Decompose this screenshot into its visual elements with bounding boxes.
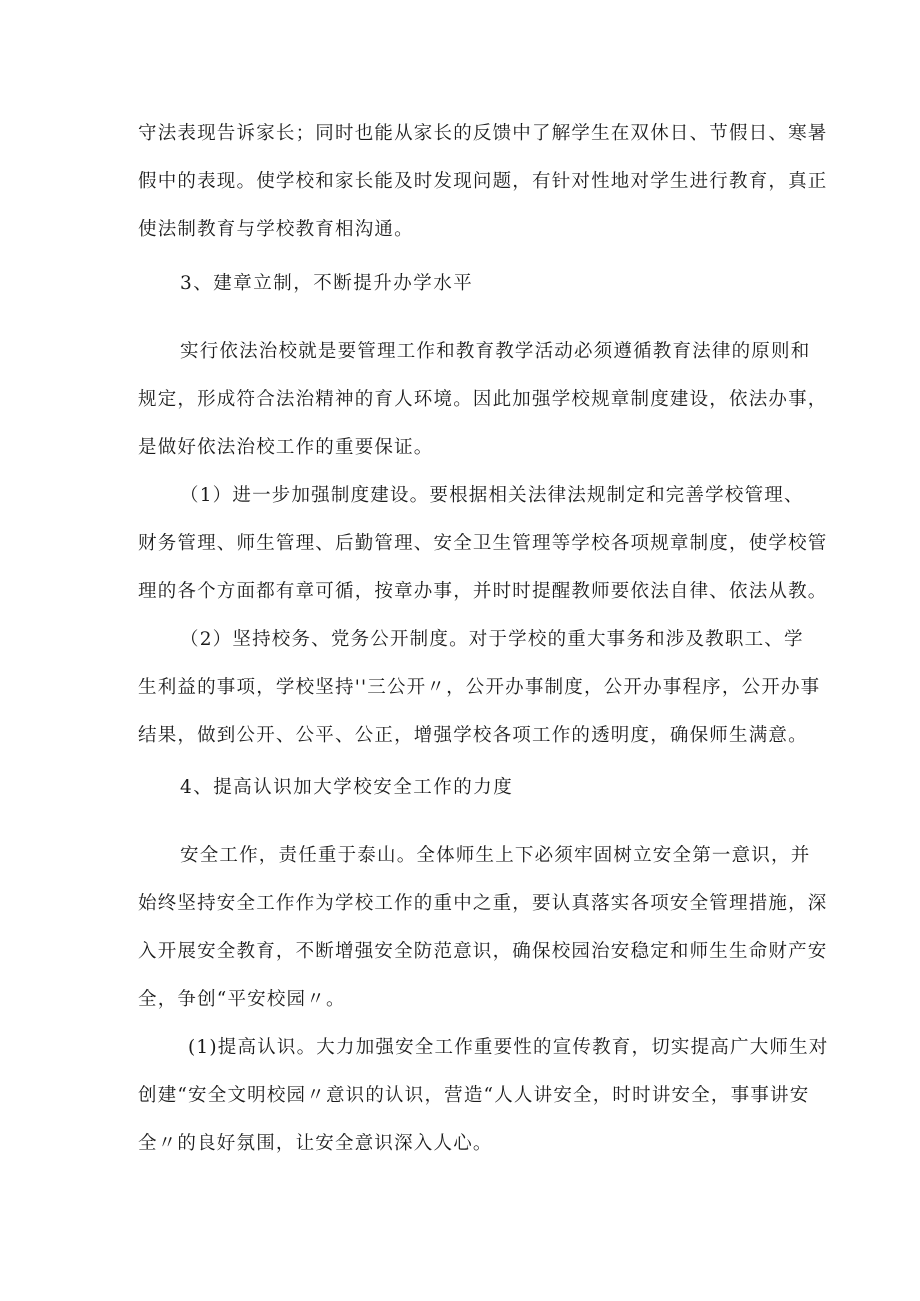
paragraph-6-line-2: 入开展安全教育，不断增强安全防范意识，确保校园治安稳定和师生生命财产安	[138, 941, 828, 962]
paragraph-0-line-1: 假中的表现。使学校和家长能及时发现问题，有针对性地对学生进行教育，真正	[138, 171, 828, 192]
paragraph-7-line-2: 全〃的良好氛围，让安全意识深入人心。	[138, 1133, 493, 1154]
paragraph-4-line-1: 生利益的事项，学校坚持''三公开〃，公开办事制度，公开办事程序，公开办事	[138, 677, 821, 698]
paragraph-7-line-1: 创建“安全文明校园〃意识的认识，营造“人人讲安全，时时讲安全，事事讲安	[138, 1085, 810, 1106]
paragraph-6-line-1: 始终坚持安全工作作为学校工作的重中之重，要认真落实各项安全管理措施，深	[138, 893, 828, 914]
paragraph-3-line-0: （1）进一步加强制度建设。要根据相关法律法规制定和完善学校管理、	[180, 485, 804, 506]
paragraph-4-line-0: （2）坚持校务、党务公开制度。对于学校的重大事务和涉及教职工、学	[180, 629, 804, 650]
paragraph-2-line-1: 规定，形成符合法治精神的育人环境。因此加强学校规章制度建设，依法办事，	[138, 389, 828, 410]
paragraph-2-line-0: 实行依法治校就是要管理工作和教育教学活动必须遵循教育法律的原则和	[180, 341, 811, 362]
paragraph-6-line-0: 安全工作，责任重于泰山。全体师生上下必须牢固树立安全第一意识，并	[180, 845, 811, 866]
paragraph-3-line-1: 财务管理、师生管理、后勤管理、安全卫生管理等学校各项规章制度，使学校管	[138, 533, 828, 554]
paragraph-0-line-0: 守法表现告诉家长；同时也能从家长的反馈中了解学生在双休日、节假日、寒暑	[138, 123, 828, 144]
section-heading-4: 4、提高认识加大学校安全工作的力度	[180, 777, 514, 798]
paragraph-7-line-0: (1)提高认识。大力加强安全工作重要性的宣传教育，切实提高广大师生对	[188, 1037, 829, 1058]
paragraph-6-line-3: 全，争创“平安校园〃。	[138, 989, 346, 1010]
paragraph-3-line-2: 理的各个方面都有章可循，按章办事，并时时提醒教师要依法自律、依法从教。	[138, 581, 828, 602]
paragraph-0-line-2: 使法制教育与学校教育相沟通。	[138, 219, 414, 240]
paragraph-4-line-2: 结果，做到公开、公平、公正，增强学校各项工作的透明度，确保师生满意。	[138, 725, 808, 746]
section-heading-3: 3、建章立制，不断提升办学水平	[180, 273, 474, 294]
paragraph-2-line-2: 是做好依法治校工作的重要保证。	[138, 437, 434, 458]
